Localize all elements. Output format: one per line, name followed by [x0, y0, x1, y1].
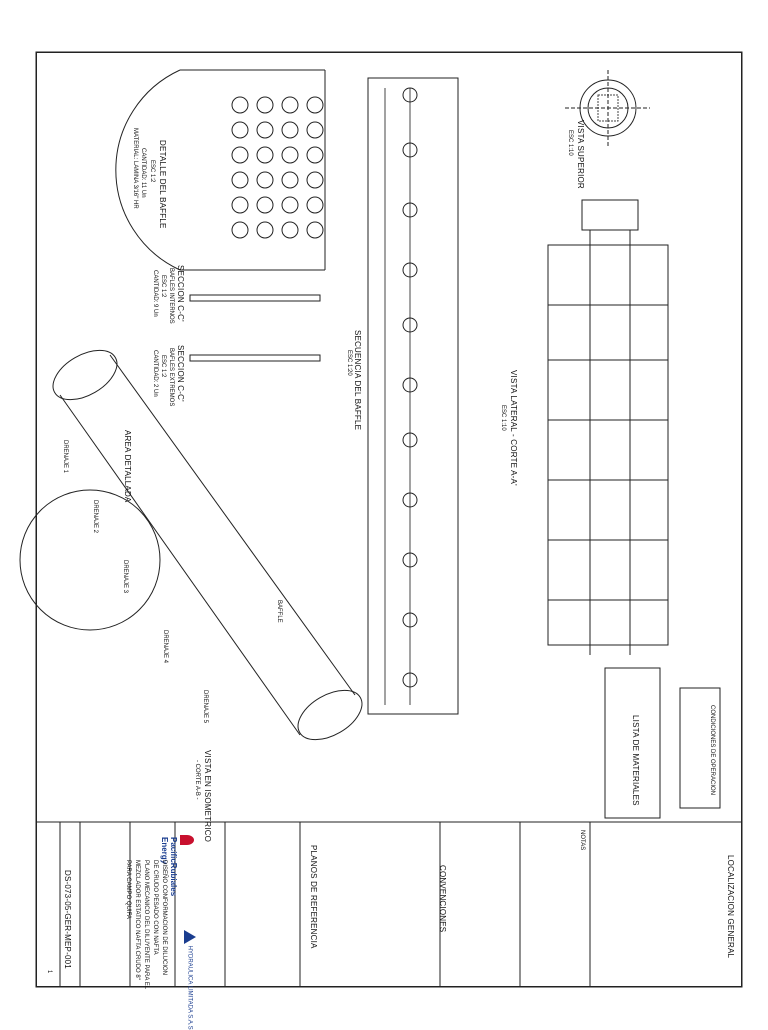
- section-bars: [190, 295, 320, 361]
- side-view-scale: ESC 1:10: [500, 405, 506, 431]
- drain-label: DRENAJE 1: [62, 440, 68, 474]
- section-internal-scale: ESC 1:2: [160, 275, 166, 298]
- drawing-title-line: DE CRUDO PESADO CON NAFTA: [152, 860, 158, 955]
- section-external-title: SECCION C-C': [176, 345, 185, 402]
- side-view-drawing: [548, 200, 668, 655]
- references-header: PLANOS DE REFERENCIA: [309, 845, 318, 949]
- section-internal-sub: BAFLES INTERNOS: [168, 268, 174, 324]
- company-logo-mark: [180, 835, 194, 845]
- baffle-detail-material: MATERIAL: LAMINA 3/16" HR: [132, 128, 138, 209]
- drawing-title-line: DISEÑO CONFORMACION DE DILUCION: [161, 860, 167, 976]
- baffle-detail-drawing: [116, 70, 325, 270]
- section-external-sub: BAFLES EXTREMOS: [168, 348, 174, 407]
- section-external-scale: ESC 1:2: [160, 355, 166, 378]
- sheet-number: 1: [46, 970, 52, 974]
- materials-table-title: LISTA DE MATERIALES: [631, 715, 640, 806]
- baffle-detail-qty: CANTIDAD: 11 Un: [140, 148, 146, 198]
- drawing-title-line: PARA CAMPO QUIFA: [125, 860, 131, 919]
- contractor-logo-mark: [184, 930, 196, 944]
- isometric-drawing: [20, 340, 370, 750]
- location-header: LOCALIZACION GENERAL: [726, 855, 735, 959]
- notes-header: NOTAS: [579, 830, 585, 851]
- iso-view-title: VISTA EN ISOMETRICO: [203, 750, 212, 843]
- drain-label: DRENAJE 4: [162, 630, 168, 664]
- top-view-title: VISTA SUPERIOR: [576, 120, 585, 189]
- contractor-logo: [184, 930, 196, 1030]
- drawing-title: [123, 860, 168, 989]
- contractor-name: HYDRAULICA LIMITADA S.A.S: [186, 945, 193, 1030]
- baffle-label: BAFFLE: [276, 600, 282, 623]
- conventions-header: CONVENCIONES: [438, 865, 447, 933]
- baffle-sequence-title: SECUENCIA DEL BAFFLE: [353, 330, 362, 431]
- section-internal-qty: CANTIDAD: 9 Un: [152, 270, 158, 317]
- company-name: PacificRubiales Energy: [160, 837, 178, 897]
- drain-label: DRENAJE 2: [92, 500, 98, 534]
- company-logo: [160, 835, 196, 897]
- section-external-qty: CANTIDAD: 2 Un: [152, 350, 158, 397]
- operating-table-title: CONDICIONES DE OPERACION: [709, 705, 715, 796]
- drawing-number: DS-073-05-GER-MEP-001: [63, 870, 72, 969]
- area-detail-label: AREA DETALLADA: [123, 430, 132, 503]
- section-internal-title: SECCION C-C': [176, 265, 185, 322]
- drawing-title-line: PLANO MECANICO DEL DILUYENTE PARA EL: [143, 860, 149, 990]
- baffle-sequence-scale: ESC 1:20: [346, 350, 352, 376]
- iso-view-sub: - CORTE A-B -: [194, 760, 200, 800]
- drain-label: DRENAJE 3: [122, 560, 128, 594]
- baffle-detail-title: DETALLE DEL BAFFLE: [158, 140, 167, 229]
- baffle-sequence-drawing: [368, 78, 458, 714]
- tables-drawing: [605, 668, 720, 818]
- baffle-detail-scale: ESC 1:2: [149, 160, 155, 183]
- side-view-title: VISTA LATERAL - CORTE A-A': [509, 370, 518, 486]
- drawing-title-line: MEZCLADOR ESTATICO NAFTA CRUDO 8": [134, 860, 140, 980]
- top-view-scale: ESC 1:10: [567, 130, 573, 156]
- drain-label: DRENAJE 5: [202, 690, 208, 724]
